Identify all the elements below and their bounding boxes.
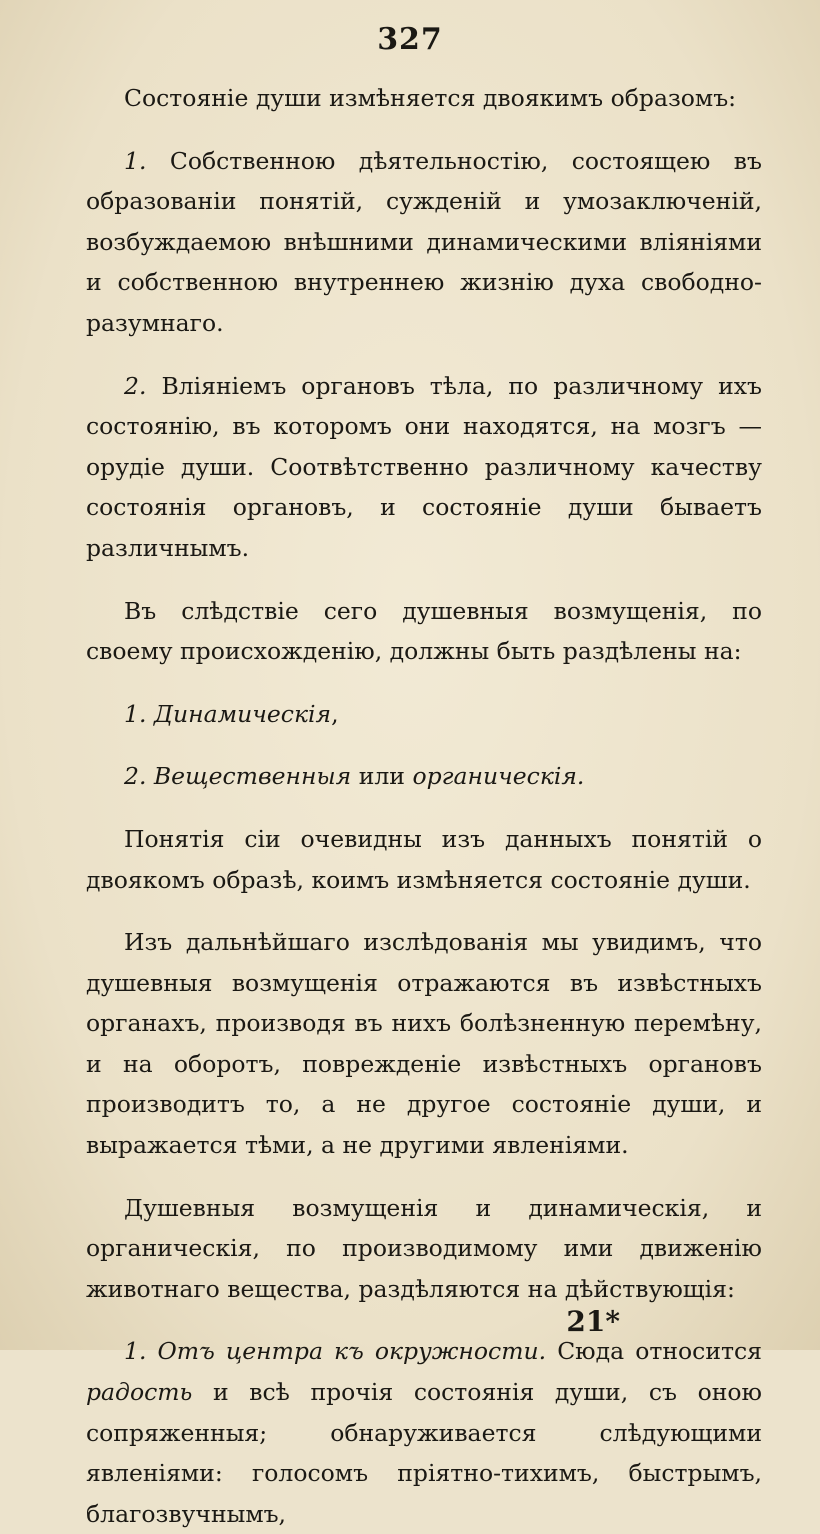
item-term: Динамическія — [153, 699, 332, 728]
item-number: 2. — [124, 762, 147, 791]
page-number: 327 — [377, 22, 443, 57]
paragraph-text: Собственною дѣятельностію, состоящею въ образованіи понятій, сужденій и умозаключеній, возбуждаемою внѣшними динамическими вліяніями и собственною внутреннею жизнію духа свободно-разумнаго. — [86, 146, 762, 337]
item-number: 1. — [124, 1337, 147, 1366]
item-heading: Отъ центра къ окружности. — [157, 1337, 547, 1366]
list-item-material — [86, 756, 762, 797]
paragraph-text: Понятія сіи очевидны изъ данныхъ понятій о двоякомъ образѣ, коимъ измѣняется состояніе души. — [86, 824, 762, 894]
paragraph-text: Въ слѣдствіе сего душевныя возмущенія, по своему происхожденію, должны быть раздѣлены на: — [86, 596, 762, 666]
paragraph-text: Душевныя возмущенія и динамическія, и органическія, по производимому ими движенію животнаго вещества, раздѣляются на дѣйствующія: — [86, 1193, 762, 1303]
emphasized-word: радость — [86, 1378, 193, 1407]
item-number: 1. — [124, 146, 147, 175]
paragraph-classification — [86, 1188, 762, 1310]
paragraph-item-2 — [86, 366, 762, 569]
paragraph-text: Состояніе души измѣняется двоякимъ образомъ: — [124, 84, 737, 112]
item-number: 2. — [124, 371, 147, 400]
paragraph-research — [86, 922, 762, 1166]
paragraph-division — [86, 591, 762, 672]
item-term-alt: органическія. — [412, 762, 585, 791]
list-item-dynamic — [86, 694, 762, 735]
item-term: Вещественныя — [153, 762, 352, 791]
paragraph-item-1 — [86, 141, 762, 344]
item-number: 1. — [124, 699, 147, 728]
paragraph-text-continued: и всѣ прочія состоянія души, съ оною сопряженныя; обнаруживается слѣдующими явленіями: голосомъ пріятно-тихимъ, быстрымъ, благозвучнымъ, — [86, 1378, 762, 1528]
item-connector: или — [358, 762, 405, 791]
text-column — [86, 78, 762, 1534]
paragraph-text: Изъ дальнѣйшаго изслѣдованія мы увидимъ, что душевныя возмущенія отражаются въ извѣстныхъ органахъ, производя въ нихъ болѣзненную перемѣну, и на оборотъ, поврежденіе извѣстныхъ органовъ производитъ то, а не другое состояніе души, и выражается тѣми, а не другими явленіями. — [86, 928, 762, 1160]
printer-signature: 21* — [566, 1305, 620, 1338]
item-punctuation: , — [331, 699, 339, 728]
paragraph-intro — [86, 78, 762, 119]
paragraph-text: Сюда относится — [557, 1337, 762, 1366]
paragraph-item-center — [86, 1331, 762, 1534]
paragraph-concepts — [86, 819, 762, 900]
paragraph-text: Вліяніемъ органовъ тѣла, по различному ихъ состоянію, въ которомъ они находятся, на мозгъ — орудіе души. Соотвѣтственно различному качеству состоянія органовъ, и состояніе души бываетъ различнымъ. — [86, 371, 762, 562]
